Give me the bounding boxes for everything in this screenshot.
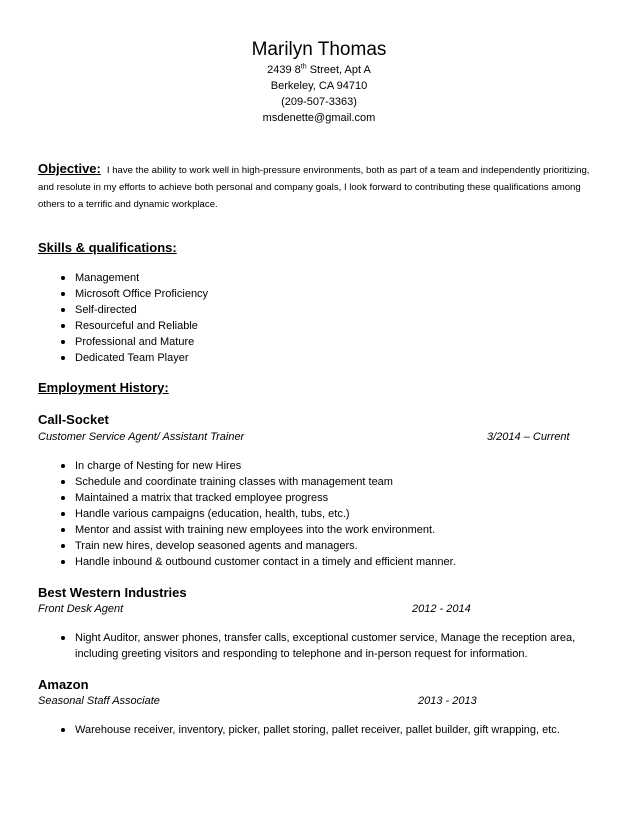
address-street: Street, Apt A [306, 64, 371, 76]
skill-label: Self-directed [75, 304, 137, 316]
candidate-name: Marilyn Thomas [251, 39, 387, 60]
skill-label: Microsoft Office Proficiency [75, 288, 209, 300]
duty-text: Night Auditor, answer phones, transfer calls, exceptional customer service, Manage the reception area, including greeting visitors and responding to telephone and in-person request for information. [75, 632, 576, 660]
skill-label: Dedicated Team Player [75, 352, 189, 364]
bullet-icon [61, 480, 65, 484]
bullet-icon [61, 636, 65, 640]
bullet-icon [61, 464, 65, 468]
list-item [38, 302, 608, 318]
list-item [38, 506, 608, 522]
skills-heading: Skills & qualifications: [38, 240, 177, 255]
company-name: Best Western Industries [38, 585, 187, 600]
duty-text: Train new hires, develop seasoned agents and managers. [75, 540, 358, 552]
duty-text: Handle inbound & outbound customer contact in a timely and efficient manner. [75, 556, 456, 568]
address-number: 2439 8 [267, 64, 301, 76]
list-item [38, 554, 608, 570]
duty-text: Warehouse receiver, inventory, picker, pallet storing, pallet receiver, pallet builder, gift wrapping, etc. [75, 724, 560, 736]
phone-number: (209-507-3363) [281, 96, 357, 108]
bullet-icon [61, 544, 65, 548]
resume-header [0, 38, 638, 126]
list-item [38, 722, 608, 738]
job-dates: 2013 - 2013 [418, 695, 477, 707]
list-item [38, 286, 608, 302]
skill-label: Professional and Mature [75, 336, 195, 348]
list-item [38, 538, 608, 554]
job-role: Seasonal Staff Associate [38, 695, 160, 707]
bullet-icon [61, 340, 65, 344]
skill-label: Resourceful and Reliable [75, 320, 198, 332]
duty-text: Mentor and assist with training new employees into the work environment. [75, 524, 436, 536]
objective-label: Objective: [38, 161, 101, 176]
address-ordinal: th [300, 63, 307, 71]
bullet-icon [61, 728, 65, 732]
job-role: Customer Service Agent/ Assistant Trainer [38, 431, 245, 443]
employment-heading: Employment History: [38, 380, 169, 395]
list-item [38, 350, 608, 366]
company-name: Amazon [38, 677, 89, 692]
job-duties-list [38, 722, 608, 738]
company-name: Call-Socket [38, 412, 109, 427]
bullet-icon [61, 512, 65, 516]
bullet-icon [61, 308, 65, 312]
bullet-icon [61, 356, 65, 360]
list-item [38, 490, 608, 506]
bullet-icon [61, 276, 65, 280]
objective-text: I have the ability to work well in high-pressure environments, both as part of a team and independently prioritizing, and resolute in my efforts to achieve both personal and company goals, I look forward to contributing these qualifications among others to a terrific and dynamic workplace. [38, 165, 590, 210]
skill-label: Management [75, 272, 140, 284]
list-item [38, 522, 608, 538]
bullet-icon [61, 560, 65, 564]
duty-text: In charge of Nesting for new Hires [75, 460, 242, 472]
list-item [38, 270, 608, 286]
bullet-icon [61, 528, 65, 532]
bullet-icon [61, 324, 65, 328]
list-item [38, 474, 608, 490]
city-address: Berkeley, CA 94710 [270, 80, 368, 92]
objective-section [38, 160, 608, 213]
duty-text: Maintained a matrix that tracked employee progress [75, 492, 329, 504]
duty-text: Schedule and coordinate training classes with management team [75, 476, 393, 488]
job-dates: 2012 - 2014 [412, 603, 471, 615]
list-item [38, 318, 608, 334]
skills-list [38, 270, 608, 366]
job-duties-list [38, 630, 608, 662]
duty-text: Handle various campaigns (education, health, tubs, etc.) [75, 508, 350, 520]
bullet-icon [61, 496, 65, 500]
list-item [38, 458, 608, 474]
bullet-icon [61, 292, 65, 296]
list-item [38, 334, 608, 350]
email-address: msdenette@gmail.com [262, 112, 376, 124]
job-dates: 3/2014 – Current [487, 431, 570, 443]
job-duties-list [38, 458, 608, 570]
job-role: Front Desk Agent [38, 603, 124, 615]
street-address [0, 62, 638, 78]
list-item [38, 630, 608, 662]
